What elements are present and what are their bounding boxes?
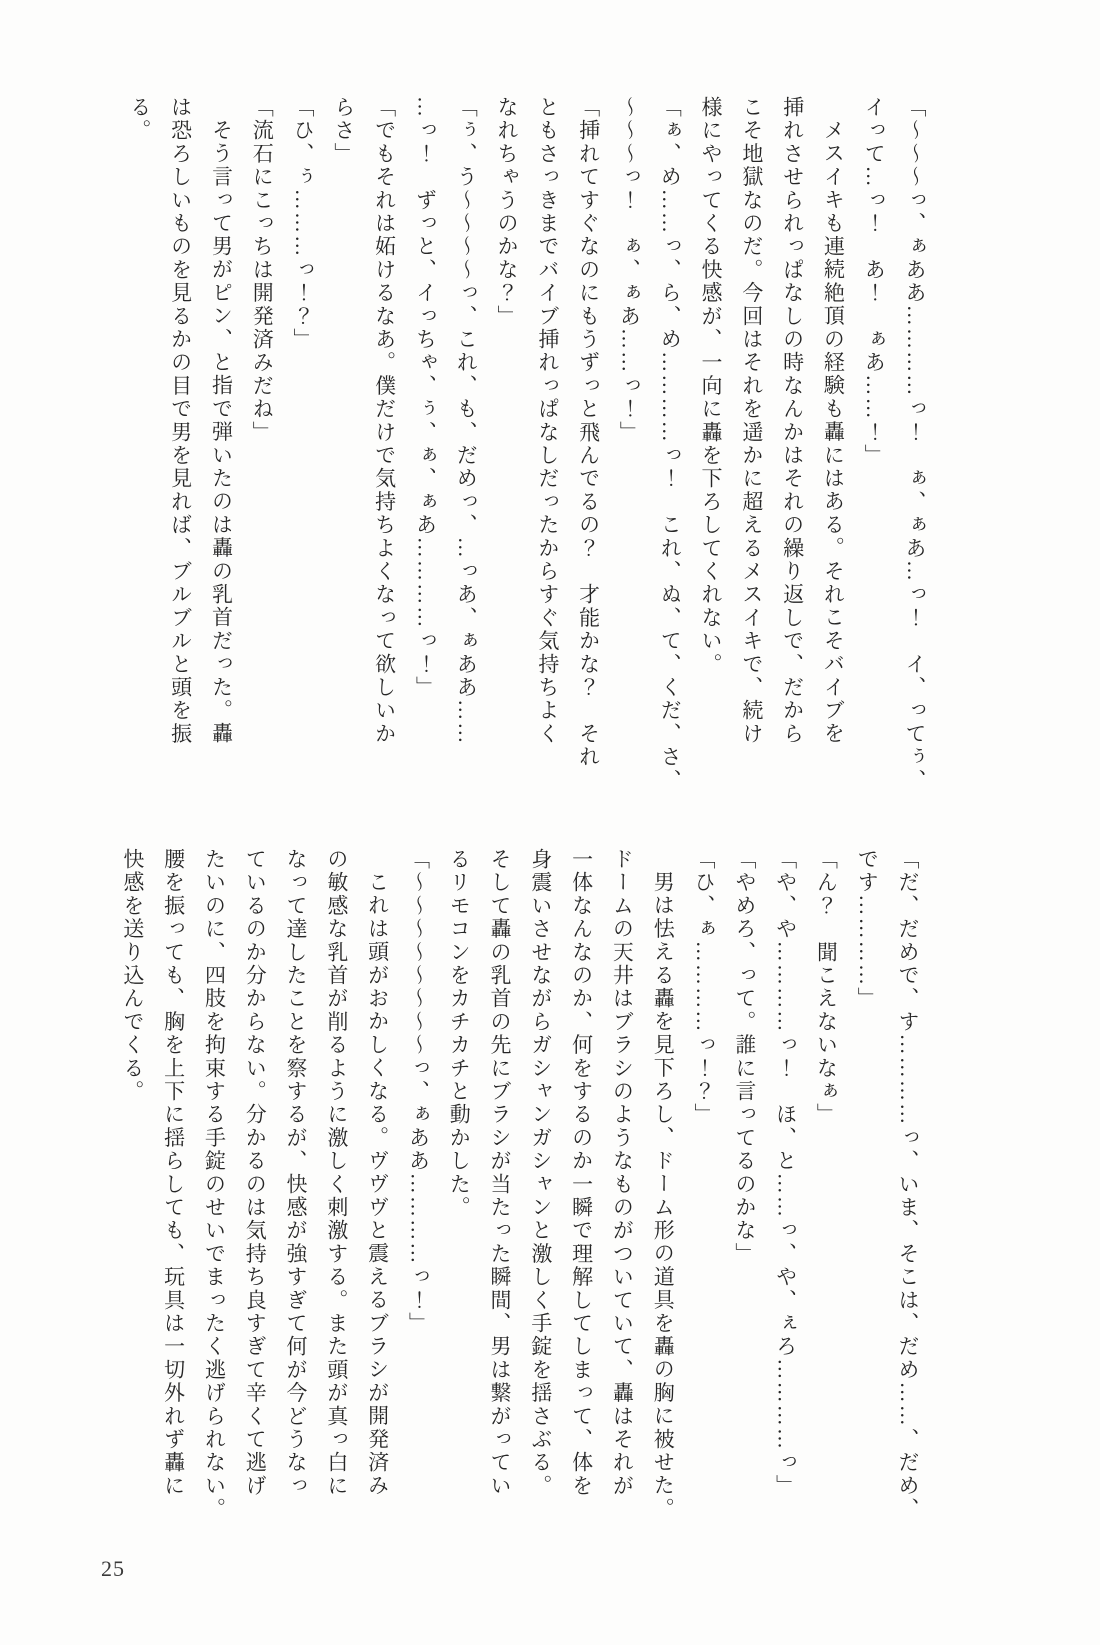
text-line: 「や、や…………っ！ ほ、と……っ、や、ぇろ…………っ」 [773,848,798,1498]
text-line: 「挿れてすぐなのにもうずっと飛んでるの？ 才能かな？ それ [576,96,601,769]
text-line: 「ん？ 聞こえないなぁ」 [814,848,839,1127]
text-line: 「だ、だめで、す…………っ、いま、そこは、だめ……、だめ、 [896,848,920,1521]
text-line: そう言って男がピン、と指で弾いたのは轟の乳首だった。轟 [209,119,234,746]
text-line: ているのか分からない。分かるのは気持ち良すぎて辛くて逃げ [243,848,268,1498]
text-line: 「流石にこっちは開発済みだね」 [250,96,275,444]
text-line: なれちゃうのかな？」 [495,96,520,328]
text-line: 「ぁ、め……っ、ら、め…………っ！ これ、ぬ、て、くだ、さ、 [658,96,683,792]
text-line: こそ地獄なのだ。今回はそれを遥かに超えるメスイキで、続け [739,96,764,746]
page-number: 25 [101,1556,125,1581]
text-line: 男は怯える轟を見下ろし、ドーム形の道具を轟の胸に被せた。 [651,871,676,1521]
text-line: これは頭がおかしくなる。ヴヴヴと震えるブラシが開発済み [365,871,390,1498]
text-block-top [119,96,935,792]
text-line: ドームの天井はブラシのようなものがついていて、轟はそれが [610,848,635,1498]
text-line: 身震いさせながらガシャンガシャンと激しく手錠を揺さぶる。 [528,848,553,1498]
text-line: イって…っ！ あ！ ぁあ……！」 [862,96,887,468]
text-line: の敏感な乳首が削るように激しく刺激する。また頭が真っ白に [324,848,349,1498]
text-line: 一体なんなのか、何をするのか一瞬で理解してしまって、体を [569,848,594,1498]
text-line: 「〜〜〜っ、ぁああ…………っ！ ぁ、ぁあ…っ！ イ、ってぅ、 [903,96,927,792]
text-line: らさ」 [331,96,356,166]
text-line: 「ひ、ぅ………っ！？」 [291,96,316,352]
text-line: なって達したことを察するが、快感が強すぎて何が今どうなっ [284,848,309,1498]
text-line: 快感を送り込んでくる。 [120,848,145,1104]
text-line: 様にやってくる快感が、一向に轟を下ろしてくれない。 [699,96,724,676]
text-line: 「でもそれは妬けるなあ。僕だけで気持ちよくなって欲しいか [372,96,397,746]
text-line: そして轟の乳首の先にブラシが当たった瞬間、男は繋がってい [488,848,513,1498]
text-line: 「ぅ、う〜〜〜〜っ、これ、も、だめっ、…っあ、ぁああ…… [454,96,479,746]
text-line: 腰を振っても、胸を上下に揺らしても、玩具は一切外れず轟に [161,848,186,1498]
text-line: は恐ろしいものを見るかの目で男を見れば、ブルブルと頭を振 [168,96,193,746]
text-line: るリモコンをカチカチと動かした。 [447,848,472,1220]
text-line: たいのに、四肢を拘束する手錠のせいでまったく逃げられない。 [202,848,227,1521]
text-line: 「ひ、ぁ…………っ！？」 [692,848,717,1127]
text-line: ともさっきまでバイブ挿れっぱなしだったからすぐ気持ちよく [535,96,560,746]
text-line: る。 [127,96,152,143]
text-line: です…………」 [855,848,880,1011]
text-line: 挿れさせられっぱなしの時なんかはそれの繰り返しで、だから [780,96,805,746]
text-block-bottom [112,848,928,1521]
text-line: 「〜〜〜〜〜〜〜〜っ、ぁああ…………っ！」 [406,848,431,1336]
text-line: 「やめろ、って。誰に言ってるのかな」 [732,848,757,1266]
text-line: …っ！ ずっと、イっちゃ、ぅ、ぁ、ぁあ…………っ！」 [413,96,438,700]
text-line: メスイキも連続絶頂の経験も轟にはある。それこそバイブを [821,119,846,746]
text-line: 〜〜〜っ！ ぁ、ぁあ……っ！」 [617,96,642,444]
